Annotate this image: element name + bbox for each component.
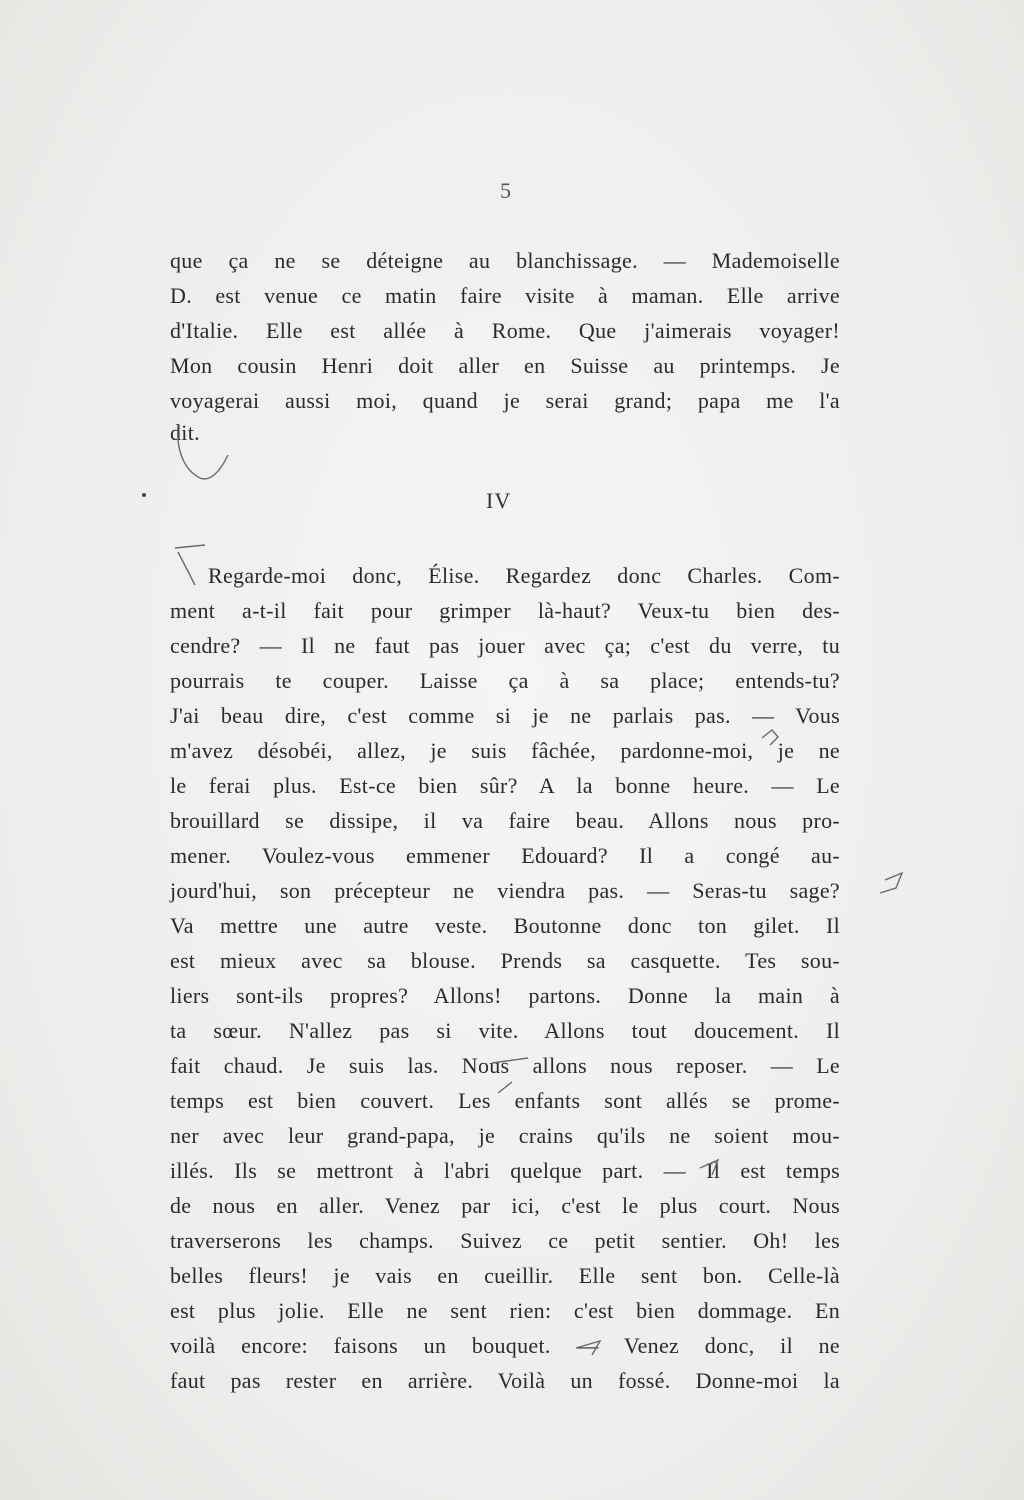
text-line: jourd'hui, son précepteur ne viendra pas. — Seras-tu sage? — [170, 878, 840, 903]
text-line: Regarde-moi donc, Élise. Regardez donc Charles. Com- — [208, 563, 840, 588]
text-line: brouillard se dissipe, il va faire beau. Allons nous pro- — [170, 808, 840, 833]
page-number: 5 — [500, 178, 511, 203]
text-line: est plus jolie. Elle ne sent rien: c'est bien dommage. En — [170, 1298, 840, 1323]
text-line: traverserons les champs. Suivez ce petit sentier. Oh! les — [170, 1228, 840, 1253]
ink-dot — [142, 493, 146, 497]
text-line: fait chaud. Je suis las. Nous allons nous reposer. — Le — [170, 1053, 840, 1078]
text-line: voilà encore: faisons un bouquet. — Venez donc, il ne — [170, 1333, 840, 1358]
text-line: Va mettre une autre veste. Boutonne donc ton gilet. Il — [170, 913, 840, 938]
text-line: belles fleurs! je vais en cueillir. Elle sent bon. Celle-là — [170, 1263, 840, 1288]
text-line: le ferai plus. Est-ce bien sûr? A la bonne heure. — Le — [170, 773, 840, 798]
text-line: mener. Voulez-vous emmener Edouard? Il a congé au- — [170, 843, 840, 868]
text-line: temps est bien couvert. Les enfants sont allés se prome- — [170, 1088, 840, 1113]
text-line: d'Italie. Elle est allée à Rome. Que j'aimerais voyager! — [170, 318, 840, 343]
text-line: est mieux avec sa blouse. Prends sa casquette. Tes sou- — [170, 948, 840, 973]
text-line: m'avez désobéi, allez, je suis fâchée, pardonne-moi, je ne — [170, 738, 840, 763]
text-line: cendre? — Il ne faut pas jouer avec ça; c'est du verre, tu — [170, 633, 840, 658]
text-line: de nous en aller. Venez par ici, c'est le plus court. Nous — [170, 1193, 840, 1218]
text-line: ner avec leur grand-papa, je crains qu'ils ne soient mou- — [170, 1123, 840, 1148]
text-line: ment a-t-il fait pour grimper là-haut? Veux-tu bien des- — [170, 598, 840, 623]
text-line: voyagerai aussi moi, quand je serai grand; papa me l'a — [170, 388, 840, 413]
text-line: D. est venue ce matin faire visite à maman. Elle arrive — [170, 283, 840, 308]
text-line: faut pas rester en arrière. Voilà un fossé. Donne-moi la — [170, 1368, 840, 1393]
text-line: Mon cousin Henri doit aller en Suisse au printemps. Je — [170, 353, 840, 378]
text-line: que ça ne se déteigne au blanchissage. — Mademoiselle — [170, 248, 840, 273]
text-line: pourrais te couper. Laisse ça à sa place; entends-tu? — [170, 668, 840, 693]
text-line: illés. Ils se mettront à l'abri quelque part. — Il est temps — [170, 1158, 840, 1183]
text-line: dit. — [170, 420, 200, 445]
text-line: J'ai beau dire, c'est comme si je ne parlais pas. — Vous — [170, 703, 840, 728]
text-line: ta sœur. N'allez pas si vite. Allons tout doucement. Il — [170, 1018, 840, 1043]
section-heading: IV — [486, 488, 512, 513]
text-line: liers sont-ils propres? Allons! partons. Donne la main à — [170, 983, 840, 1008]
